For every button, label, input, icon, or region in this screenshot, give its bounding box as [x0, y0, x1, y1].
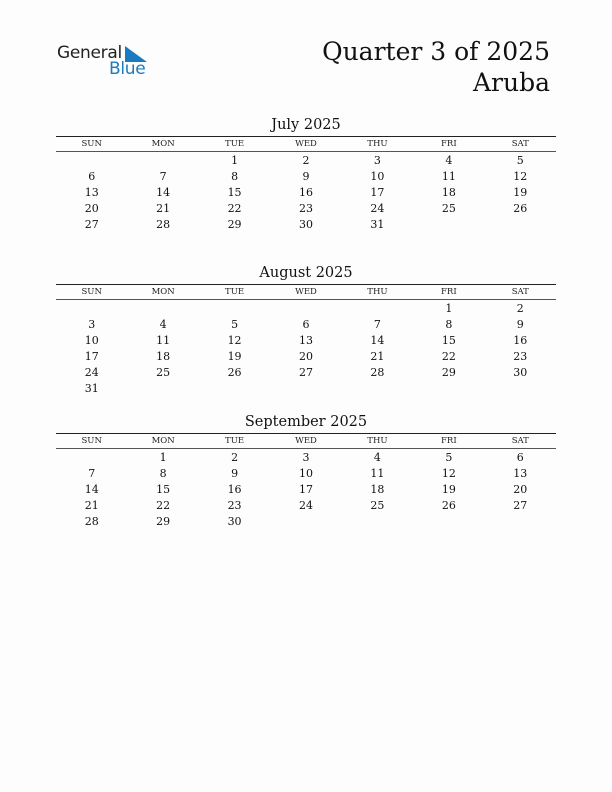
week-row — [56, 349, 556, 365]
week-row — [56, 153, 556, 169]
day-cell: 12 — [227, 334, 242, 347]
day-cell: 23 — [298, 202, 313, 215]
day-cell: 29 — [441, 366, 456, 379]
day-cell: 15 — [227, 186, 242, 199]
month-calendar — [56, 116, 556, 233]
day-cell: 29 — [227, 218, 242, 231]
weekday-label: SUN — [81, 139, 102, 149]
weekday-label: FRI — [441, 436, 457, 446]
day-cell: 6 — [88, 170, 96, 183]
weekday-label: TUE — [225, 287, 245, 297]
day-cell: 23 — [227, 499, 242, 512]
day-cell: 4 — [159, 318, 167, 331]
day-cell: 16 — [227, 483, 242, 496]
day-cell: 28 — [370, 366, 385, 379]
day-cell: 28 — [156, 218, 171, 231]
day-cell — [413, 381, 484, 397]
day-cell: 20 — [298, 350, 313, 363]
weekday-label: MON — [151, 139, 175, 149]
day-cell: 22 — [227, 202, 242, 215]
day-cell: 7 — [88, 467, 96, 480]
weekday-label: THU — [367, 436, 388, 446]
day-cell: 5 — [516, 154, 524, 167]
day-cell: 17 — [370, 186, 385, 199]
day-cell: 27 — [298, 366, 313, 379]
day-cell: 17 — [298, 483, 313, 496]
weekday-label: MON — [151, 287, 175, 297]
day-cell: 5 — [445, 451, 453, 464]
day-cell: 17 — [84, 350, 99, 363]
day-cell: 15 — [156, 483, 171, 496]
day-cell: 7 — [159, 170, 167, 183]
day-cell: 12 — [513, 170, 528, 183]
day-cell: 31 — [84, 382, 99, 395]
day-cell: 25 — [156, 366, 171, 379]
day-cell: 24 — [84, 366, 99, 379]
day-cell: 9 — [302, 170, 310, 183]
day-cell: 10 — [298, 467, 313, 480]
day-cell: 1 — [159, 451, 167, 464]
week-row — [56, 169, 556, 185]
weekday-label: SUN — [81, 287, 102, 297]
day-cell — [127, 301, 198, 317]
day-cell: 16 — [513, 334, 528, 347]
weekday-label: TUE — [225, 436, 245, 446]
month-title: September 2025 — [244, 414, 368, 430]
week-row — [56, 333, 556, 349]
day-cell: 8 — [159, 467, 167, 480]
day-cell — [270, 301, 341, 317]
day-cell — [413, 514, 484, 530]
day-cell: 11 — [370, 467, 385, 480]
day-cell — [270, 381, 341, 397]
day-cell: 10 — [370, 170, 385, 183]
logo-word-blue: Blue — [109, 59, 146, 79]
day-cell — [56, 153, 127, 169]
day-cell: 3 — [88, 318, 96, 331]
month-calendar — [56, 264, 556, 397]
country-name: Aruba — [472, 68, 550, 97]
week-row — [56, 381, 556, 397]
weekday-label: SUN — [81, 436, 102, 446]
day-cell: 8 — [445, 318, 453, 331]
day-cell — [270, 514, 341, 530]
day-cell: 13 — [84, 186, 99, 199]
day-cell: 3 — [302, 451, 310, 464]
day-cell: 30 — [298, 218, 313, 231]
day-cell: 24 — [370, 202, 385, 215]
day-cell: 31 — [370, 218, 385, 231]
day-cell — [56, 450, 127, 466]
day-cell: 13 — [513, 467, 528, 480]
day-cell: 1 — [445, 302, 453, 315]
day-cell: 13 — [298, 334, 313, 347]
page-title — [322, 36, 550, 98]
day-cell: 16 — [298, 186, 313, 199]
weekday-label: SAT — [511, 436, 529, 446]
day-cell — [485, 381, 556, 397]
week-row — [56, 217, 556, 233]
weekday-label: FRI — [441, 139, 457, 149]
day-cell: 22 — [156, 499, 171, 512]
day-cell: 18 — [370, 483, 385, 496]
weekday-label: MON — [151, 436, 175, 446]
day-cell — [485, 217, 556, 233]
day-cell: 24 — [298, 499, 313, 512]
day-cell — [56, 301, 127, 317]
day-cell: 27 — [513, 499, 528, 512]
day-cell: 12 — [441, 467, 456, 480]
brand-logo — [57, 43, 157, 83]
weekday-header-row — [56, 284, 556, 300]
day-cell — [485, 514, 556, 530]
day-cell — [342, 381, 413, 397]
day-cell: 9 — [516, 318, 524, 331]
day-cell — [342, 514, 413, 530]
day-cell: 14 — [84, 483, 99, 496]
week-row — [56, 365, 556, 381]
day-cell: 2 — [302, 154, 310, 167]
day-cell — [127, 381, 198, 397]
day-cell: 25 — [441, 202, 456, 215]
logo-word-general: General — [57, 43, 122, 63]
day-cell: 2 — [231, 451, 239, 464]
day-cell: 10 — [84, 334, 99, 347]
week-row — [56, 482, 556, 498]
day-cell — [199, 381, 270, 397]
week-row — [56, 450, 556, 466]
day-cell: 21 — [84, 499, 99, 512]
weekday-label: SAT — [511, 287, 529, 297]
quarter-title: Quarter 3 of 2025 — [322, 37, 550, 66]
day-cell: 15 — [441, 334, 456, 347]
day-cell: 14 — [156, 186, 171, 199]
day-cell: 6 — [302, 318, 310, 331]
day-cell: 28 — [84, 515, 99, 528]
week-row — [56, 466, 556, 482]
month-title: July 2025 — [271, 117, 341, 133]
weekday-label: TUE — [225, 139, 245, 149]
day-cell: 20 — [84, 202, 99, 215]
weekday-header-row — [56, 433, 556, 449]
day-cell: 9 — [231, 467, 239, 480]
weekday-label: WED — [295, 436, 317, 446]
day-cell: 11 — [441, 170, 456, 183]
weekday-label: WED — [295, 287, 317, 297]
day-cell: 29 — [156, 515, 171, 528]
day-cell: 7 — [373, 318, 381, 331]
week-row — [56, 514, 556, 530]
day-cell — [342, 301, 413, 317]
day-cell: 26 — [227, 366, 242, 379]
day-cell: 19 — [227, 350, 242, 363]
week-row — [56, 201, 556, 217]
day-cell: 22 — [441, 350, 456, 363]
day-cell: 18 — [156, 350, 171, 363]
day-cell: 30 — [227, 515, 242, 528]
day-cell: 1 — [231, 154, 239, 167]
day-cell: 14 — [370, 334, 385, 347]
day-cell: 6 — [516, 451, 524, 464]
weekday-label: THU — [367, 139, 388, 149]
weekday-label: WED — [295, 139, 317, 149]
weekday-label: SAT — [511, 139, 529, 149]
day-cell: 26 — [513, 202, 528, 215]
weekday-header-row — [56, 136, 556, 152]
day-cell: 20 — [513, 483, 528, 496]
day-cell: 21 — [370, 350, 385, 363]
week-row — [56, 301, 556, 317]
day-cell: 11 — [156, 334, 171, 347]
day-cell — [199, 301, 270, 317]
day-cell — [127, 153, 198, 169]
day-cell — [413, 217, 484, 233]
weekday-label: FRI — [441, 287, 457, 297]
month-title: August 2025 — [259, 265, 353, 281]
month-calendar — [56, 413, 556, 530]
week-row — [56, 317, 556, 333]
week-row — [56, 185, 556, 201]
day-cell: 5 — [231, 318, 239, 331]
day-cell: 19 — [513, 186, 528, 199]
day-cell: 3 — [373, 154, 381, 167]
day-cell: 2 — [516, 302, 524, 315]
day-cell: 8 — [231, 170, 239, 183]
day-cell: 4 — [373, 451, 381, 464]
day-cell: 23 — [513, 350, 528, 363]
weekday-label: THU — [367, 287, 388, 297]
day-cell: 21 — [156, 202, 171, 215]
day-cell: 4 — [445, 154, 453, 167]
day-cell: 27 — [84, 218, 99, 231]
day-cell: 18 — [441, 186, 456, 199]
day-cell: 30 — [513, 366, 528, 379]
day-cell: 25 — [370, 499, 385, 512]
week-row — [56, 498, 556, 514]
day-cell: 19 — [441, 483, 456, 496]
day-cell: 26 — [441, 499, 456, 512]
